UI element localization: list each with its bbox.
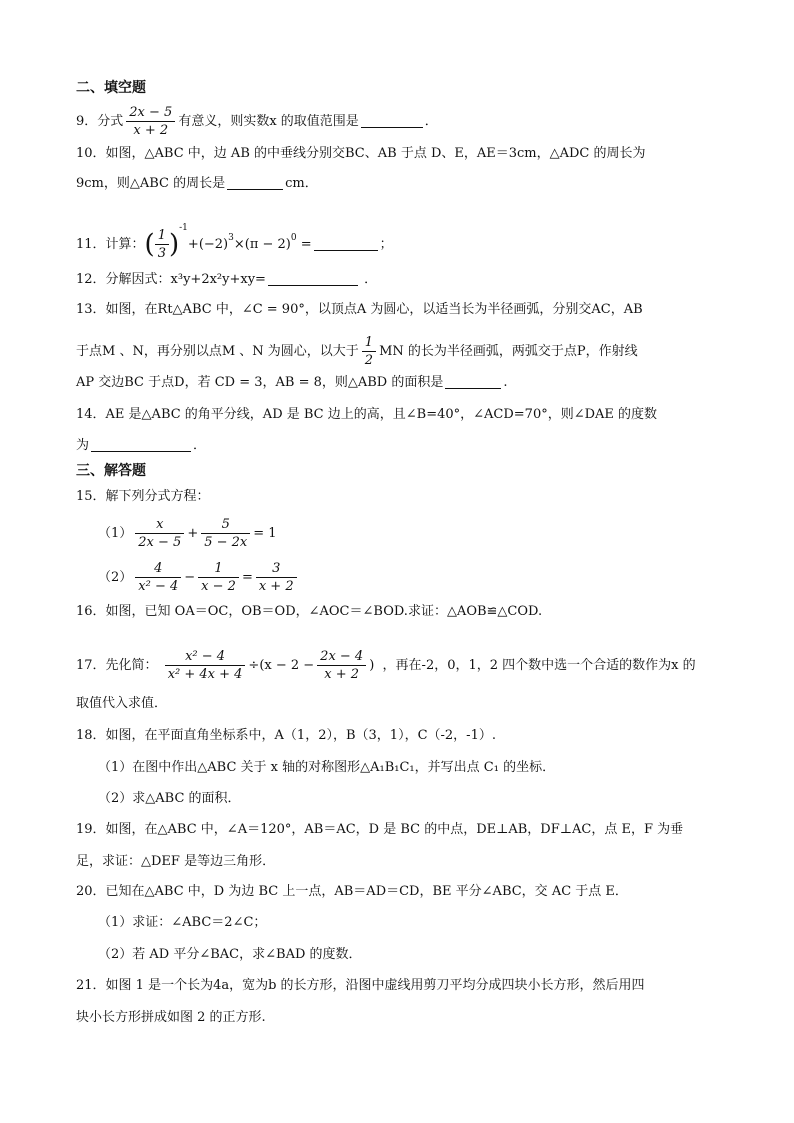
q15-p2-frac3 xyxy=(256,560,297,595)
q9-denominator: x + 2 xyxy=(133,123,169,138)
question-16: 16．如图，已知 OA＝OC，OB＝OD，∠AOC＝∠BOD.求证：△AOB≌△COD. xyxy=(76,604,543,619)
q15-p2-frac2 xyxy=(198,560,239,595)
q9-answer-blank[interactable] xyxy=(361,113,423,128)
question-17 xyxy=(76,648,696,683)
q10-line2-post: cm． xyxy=(285,176,318,191)
q15-p1-frac2-den: 5 − 2x xyxy=(204,535,248,550)
question-19-line1: 19．如图，在△ABC 中，∠A＝120°，AB＝AC，D 是 BC 的中点，DE⊥AB，DF⊥AC，点 E，F 为垂 xyxy=(76,822,684,837)
question-13-line2 xyxy=(76,334,638,369)
question-21-line2: 块小长方形拼成如图 2 的正方形. xyxy=(76,1010,266,1025)
q11-paren-open: ( xyxy=(144,229,155,260)
q15-p2-eq: = xyxy=(241,570,253,585)
question-13-line3 xyxy=(76,373,508,393)
q13-denominator: 2 xyxy=(364,353,374,368)
q15-p1-frac2-num: 5 xyxy=(201,516,250,534)
q13-fraction xyxy=(362,334,376,369)
q11-answer-blank[interactable] xyxy=(314,236,378,251)
q9-fraction xyxy=(126,104,175,139)
question-17-line2: 取值代入求值． xyxy=(76,696,168,711)
q11-exp2: 3 xyxy=(228,233,234,243)
question-13-line1: 13．如图，在Rt△ABC 中，∠C = 90°，以顶点A 为圆心，以适当长为半径画弧，分别交AC，AB xyxy=(76,302,643,317)
question-15-part2 xyxy=(98,560,300,595)
q9-prefix: 9．分式 xyxy=(76,114,124,129)
q11-times: ×(π − 2) xyxy=(233,237,291,252)
q11-exp1: -1 xyxy=(179,223,188,233)
q17-suffix: ，再在-2，0，1，2 四个数中选一个合适的数作为x 的 xyxy=(382,658,696,673)
q11-fraction xyxy=(155,227,169,262)
q13-numerator: 1 xyxy=(362,334,376,352)
question-18-line1: 18．如图，在平面直角坐标系中，A（1，2），B（3，1），C（-2，-1）. xyxy=(76,728,496,743)
question-20-line1: 20．已知在△ABC 中，D 为边 BC 上一点，AB＝AD＝CD，BE 平分∠ABC，交 AC 于点 E． xyxy=(76,884,628,899)
question-9 xyxy=(76,104,438,139)
q17-div: ÷(x − 2 − xyxy=(248,658,315,673)
q15-p1-frac1-num: x xyxy=(135,516,184,534)
q17-frac1 xyxy=(165,648,246,683)
q15-p2-frac1-den: x² − 4 xyxy=(138,579,179,594)
q15-p2-label: （2） xyxy=(98,570,133,585)
question-21-line1: 21．如图 1 是一个长为4a，宽为b 的长方形，沿图中虚线用剪刀平均分成四块小长方形，然后用四 xyxy=(76,978,645,993)
question-14-line1: 14．AE 是△ABC 的角平分线，AD 是 BC 边上的高，且∠B=40°，∠ACD=70°，则∠DAE 的度数 xyxy=(76,407,658,422)
q15-p1-eq: = 1 xyxy=(253,526,277,541)
q15-p2-frac2-num: 1 xyxy=(198,560,239,578)
q10-line2-pre: 9cm，则△ABC 的周长是 xyxy=(76,176,226,191)
q11-eq: = xyxy=(300,237,312,252)
q15-p2-frac2-den: x − 2 xyxy=(201,579,236,594)
q11-numerator: 1 xyxy=(155,227,169,245)
q13-answer-blank[interactable] xyxy=(445,374,501,389)
question-12 xyxy=(76,270,377,290)
section-heading-answer: 三、解答题 xyxy=(76,463,146,479)
q17-prefix: 17．先化简： xyxy=(76,658,158,673)
q14-line2-pre: 为 xyxy=(76,438,90,453)
q12-prefix: 12．分解因式： xyxy=(76,272,171,287)
question-14-line2 xyxy=(76,436,206,456)
question-11 xyxy=(76,218,393,262)
q9-suffix: 有意义，则实数x 的取值范围是 xyxy=(178,114,359,129)
q12-answer-blank[interactable] xyxy=(268,271,358,286)
question-10-line2 xyxy=(76,174,318,194)
q11-mid: +(−2) xyxy=(187,237,229,252)
q15-p2-frac1 xyxy=(135,560,181,595)
q15-p2-minus: − xyxy=(184,570,196,585)
section-heading-fill: 二、填空题 xyxy=(76,80,146,96)
q12-expression: x³y+2x²y+xy= xyxy=(170,272,266,287)
q15-p2-frac1-num: 4 xyxy=(135,560,181,578)
q12-end: ． xyxy=(364,272,378,287)
q15-p2-frac3-den: x + 2 xyxy=(258,579,294,594)
q10-answer-blank[interactable] xyxy=(227,175,283,190)
q9-end: ． xyxy=(424,114,438,129)
q15-p1-label: （1） xyxy=(98,526,133,541)
q17-frac1-num: x² − 4 xyxy=(165,648,246,666)
q15-p1-frac2 xyxy=(201,516,250,551)
q14-answer-blank[interactable] xyxy=(91,437,191,452)
q13-line3-post: . xyxy=(503,375,508,390)
q11-denominator: 3 xyxy=(157,246,166,261)
q17-close: ) xyxy=(369,658,375,673)
q13-line2-pre: 于点M 、N，再分别以点M 、N 为圆心，以大于 xyxy=(76,344,359,359)
q9-numerator: 2x − 5 xyxy=(126,104,175,122)
question-15-part1 xyxy=(98,516,277,551)
q11-end: ； xyxy=(379,237,393,252)
q15-p2-frac3-num: 3 xyxy=(256,560,297,578)
q17-frac1-den: x² + 4x + 4 xyxy=(167,667,243,682)
question-18-part1: （1）在图中作出△ABC 关于 x 轴的对称图形△A₁B₁C₁，并写出点 C₁ 的坐标． xyxy=(98,760,556,775)
q17-frac2 xyxy=(317,648,366,683)
question-15-title: 15．解下列分式方程： xyxy=(76,489,210,504)
question-19-line2: 足，求证：△DEF 是等边三角形． xyxy=(76,854,276,869)
q14-line2-post: ． xyxy=(193,438,207,453)
q11-exp3: 0 xyxy=(290,233,297,243)
q17-frac2-num: 2x − 4 xyxy=(317,648,366,666)
question-18-part2: （2）求△ABC 的面积． xyxy=(98,791,241,806)
q15-p1-frac1-den: 2x − 5 xyxy=(138,535,182,550)
q11-prefix: 11．计算： xyxy=(76,237,145,252)
q13-line2-post: MN 的长为半径画弧，两弧交于点P，作射线 xyxy=(379,344,638,359)
question-20-part2: （2）若 AD 平分∠BAC，求∠BAD 的度数． xyxy=(98,947,362,962)
q15-p1-plus: + xyxy=(187,526,199,541)
question-10-line1: 10．如图，△ABC 中，边 AB 的中垂线分别交BC、AB 于点 D、E，AE＝3cm，△ADC 的周长为 xyxy=(76,146,646,161)
q13-line3-pre: AP 交边BC 于点D，若 CD = 3，AB = 8，则△ABD 的面积是 xyxy=(76,375,444,390)
question-20-part1: （1）求证：∠ABC＝2∠C； xyxy=(98,915,267,930)
q11-paren-close: ) xyxy=(168,229,180,260)
q17-frac2-den: x + 2 xyxy=(324,667,360,682)
q15-p1-frac1 xyxy=(135,516,184,551)
